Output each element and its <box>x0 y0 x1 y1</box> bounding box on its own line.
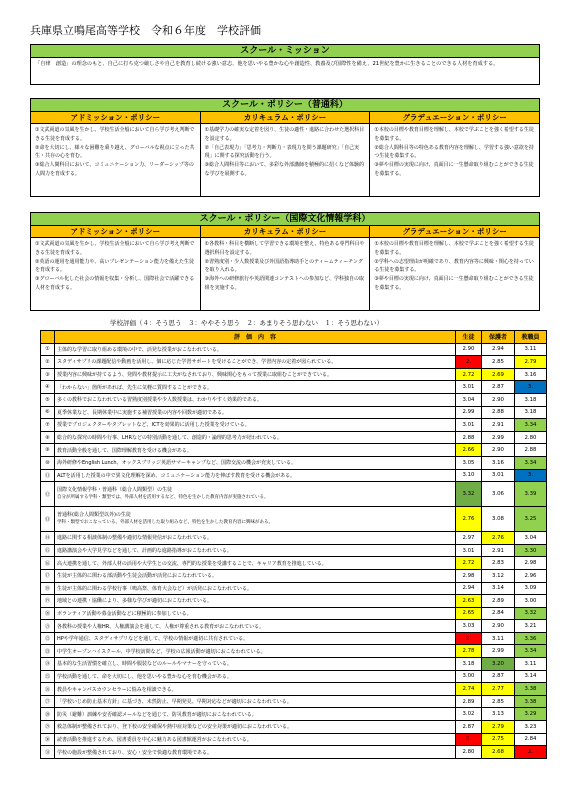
row-number: ① <box>41 343 55 356</box>
row-number: ㉓ <box>41 645 55 658</box>
policy-column <box>201 226 371 311</box>
parent-score: 2.94 <box>482 343 515 356</box>
teacher-score: 3.32 <box>515 607 547 620</box>
table-row <box>41 381 547 394</box>
table-row <box>41 721 547 734</box>
student-score: 3.10 <box>456 469 482 482</box>
policy-intl-box <box>30 212 540 311</box>
parent-score: 2.85 <box>482 356 515 369</box>
parent-score: 2.87 <box>482 670 515 683</box>
row-item-subtext: 自分が所属する学科・類型では、外部人材を活用するなど、特色を生かした教育内容が実施されている。 <box>57 495 269 501</box>
teacher-score: 2. <box>515 746 547 759</box>
row-item: 生徒が主体的に関わる部活動や生徒会活動が活発におこなわれている。 <box>55 569 456 582</box>
student-score: 2.72 <box>456 368 482 381</box>
row-number: ③ <box>41 368 55 381</box>
row-number: ⑰ <box>41 569 55 582</box>
row-item: 高大連携を通して、外部人材の活用や大学生との交流、専門的な授業を受講することで、キャリア教育を推進している。 <box>55 557 456 570</box>
student-score: 3.04 <box>456 393 482 406</box>
parent-score: 3.16 <box>482 456 515 469</box>
row-item: 主体的な学習に取り組める環境の中で、活発な授業がおこなわれている。 <box>55 343 456 356</box>
row-number: ⑮ <box>41 544 55 557</box>
student-score: 2.80 <box>456 746 482 759</box>
student-score: 3.18 <box>456 658 482 671</box>
row-number: ㉛ <box>41 746 55 759</box>
student-score: 2.97 <box>456 532 482 545</box>
policy-line: ③総合人間科目において、コミュニケーション力、リーダーシップ等の人間力を育成する。 <box>35 162 194 177</box>
row-number: ⑩ <box>41 456 55 469</box>
student-score: 2. <box>456 356 482 369</box>
table-row <box>41 708 547 721</box>
policy-column-heading: グラデュエーション・ポリシー <box>370 112 539 124</box>
policy-general-columns <box>31 112 539 197</box>
policy-line: ②学科への志望理由が明確であり、教育内容等に興味・関心を持っている生徒を募集する。 <box>374 258 534 274</box>
student-score: 2.87 <box>456 721 482 734</box>
policy-column <box>31 226 201 311</box>
teacher-score: 3.23 <box>515 721 547 734</box>
teacher-score: 3.38 <box>515 683 547 696</box>
mission-text: 「自律 創造」の理念のもと、自己に打ち克つ厳しさや自己を教育し続ける強い意志、他を思いやる豊かな心や創造性、教養及び国際性を備え、21世紀を豊かに生きることのできる人材を育成する。 <box>35 61 499 67</box>
teacher-score: 2.80 <box>515 431 547 444</box>
table-row <box>41 595 547 608</box>
row-number: ⑱ <box>41 582 55 595</box>
row-item: 救急体制が整備されており、登下校の安全確保や熱中症対策などの安全対策が適切におこなわれている。 <box>55 721 456 734</box>
row-number: ⑧ <box>41 431 55 444</box>
policy-line: ②「自己表現力」「思考力・判断力・表現力を問う課題研究」「自己実現」に関する探究活動を行う。 <box>204 144 360 160</box>
row-number: ⑭ <box>41 532 55 545</box>
parent-score: 2.69 <box>482 368 515 381</box>
policy-column <box>370 112 539 197</box>
row-number: ⑦ <box>41 419 55 432</box>
header-item: 評 価 内 容 <box>55 331 456 344</box>
policy-line: ②習熟度別・少人数授業及び外国語指導助手とのティームティーチングを取り入れる。 <box>204 258 363 274</box>
row-item: 多くの教科でおこなわれている習熟度別授業や少人数授業は、わかりやすく効果的である。 <box>55 393 456 406</box>
student-score: 2.89 <box>456 695 482 708</box>
teacher-score: 3.04 <box>515 532 547 545</box>
policy-intl-heading: スクール・ポリシー（国際文化情報学科） <box>31 213 539 226</box>
row-item: 地域との連携・協働により、多様な学びが適切におこなわれている。 <box>55 595 456 608</box>
table-row <box>41 406 547 419</box>
row-number: ⑬ <box>41 507 55 532</box>
parent-score: 2.75 <box>482 733 515 746</box>
teacher-score: 2.88 <box>515 444 547 457</box>
row-number: ㉖ <box>41 683 55 696</box>
teacher-score: 2.84 <box>515 733 547 746</box>
teacher-score: 3.34 <box>515 456 547 469</box>
row-item: 学校活動を通して、命を大切にし、他を思いやる豊かな心を育む機会がある。 <box>55 670 456 683</box>
policy-line: ③海外への研修旅行や英語関連コンテストへの参加など、学科独自の取組を実施する。 <box>204 276 364 291</box>
row-number: ㉑ <box>41 620 55 633</box>
table-row <box>41 569 547 582</box>
table-row <box>41 482 547 507</box>
table-row <box>41 431 547 444</box>
row-item: 「学校いじめ防止基本方針」に基づき、未然防止、早期発見、早期対応などが適切におこなわれている。 <box>55 695 456 708</box>
teacher-score: 3.30 <box>515 544 547 557</box>
row-number: ㉒ <box>41 632 55 645</box>
row-item: 総合的な探究の時間や行事、LHRなどの特別活動を通して、創造的・論理的思考力が培われている。 <box>55 431 456 444</box>
parent-score: 3.06 <box>482 482 515 507</box>
student-score: 2.63 <box>456 595 482 608</box>
teacher-score: 3.09 <box>515 582 547 595</box>
table-row <box>41 670 547 683</box>
policy-column <box>201 112 371 197</box>
row-number: ⑪ <box>41 469 55 482</box>
student-score: 2.90 <box>456 343 482 356</box>
student-score: 3.01 <box>456 381 482 394</box>
parent-score: 2.91 <box>482 544 515 557</box>
evaluation-table <box>40 330 547 759</box>
policy-line: ②命を大切にし、様々な困難を乗り越え、グローバルな視点に立った共生・共存の心を育む。 <box>35 144 195 160</box>
row-item-text: 国際文化情報学科・普通科（総合人間類型）の生徒 <box>57 487 173 494</box>
teacher-score: 3.38 <box>515 695 547 708</box>
table-row <box>41 683 547 696</box>
row-number: ⑤ <box>41 393 55 406</box>
parent-score: 2.87 <box>482 381 515 394</box>
parent-score: 2.90 <box>482 620 515 633</box>
table-row <box>41 507 547 532</box>
row-item: 各教科の授業や人権HR、人権講演会を通して、人権が尊重される教育がおこなわれている。 <box>55 620 456 633</box>
table-row <box>41 393 547 406</box>
student-score: 2.76 <box>456 507 482 532</box>
table-row <box>41 456 547 469</box>
teacher-score: 2.98 <box>515 557 547 570</box>
policy-column-heading: グラデュエーション・ポリシー <box>370 226 539 238</box>
policy-column-heading: アドミッション・ポリシー <box>31 226 200 238</box>
row-number: ⑥ <box>41 406 55 419</box>
policy-line: ①文武両道の気風を生かし、学校生活全般において自ら学び考え判断できる生徒を育成する。 <box>35 127 195 142</box>
student-score: 2.66 <box>456 444 482 457</box>
row-number: ⑲ <box>41 595 55 608</box>
parent-score: 2.84 <box>482 607 515 620</box>
student-score: 3.03 <box>456 620 482 633</box>
row-number: ㉚ <box>41 733 55 746</box>
teacher-score: 3.36 <box>515 632 547 645</box>
parent-score: 3.08 <box>482 507 515 532</box>
parent-score: 2.90 <box>482 444 515 457</box>
student-score: 3.00 <box>456 670 482 683</box>
row-item: 進路に関する相談体制の整備や適切な情報発信がおこなわれている。 <box>55 532 456 545</box>
parent-score: 2.79 <box>482 721 515 734</box>
policy-general-heading: スクール・ポリシー（普通科） <box>31 99 539 112</box>
policy-line: ①本校の目標や教育目標を理解し、本校で学ぶことを強く希望する生徒を募集する。 <box>374 241 534 256</box>
student-score: 2.65 <box>456 607 482 620</box>
parent-score: 2.85 <box>482 695 515 708</box>
row-item <box>55 507 456 532</box>
table-row <box>41 343 547 356</box>
row-item: 学校の施設が整備されており、安心・安全で快適な教育環境である。 <box>55 746 456 759</box>
row-number: ⑳ <box>41 607 55 620</box>
table-row <box>41 607 547 620</box>
teacher-score: 2.96 <box>515 569 547 582</box>
row-number: ㉔ <box>41 658 55 671</box>
row-number: ⑯ <box>41 557 55 570</box>
teacher-score: 3.25 <box>515 507 547 532</box>
header-number <box>41 331 55 344</box>
parent-score: 2.99 <box>482 645 515 658</box>
parent-score: 3.12 <box>482 569 515 582</box>
row-item: HPや学年通信、スタディサプリなどを通して、学校の情報が適切に共有されている。 <box>55 632 456 645</box>
row-item: 授業内容に興味が持てるよう、発問や教材提示に工夫がなされており、興味関心をもって授業に取組むことができている。 <box>55 368 456 381</box>
policy-line: ②英語の運用を通用能力や、高いプレゼンテーション能力を備えた生徒を育成する。 <box>35 258 194 274</box>
student-score: 2.88 <box>456 431 482 444</box>
teacher-score: 3.18 <box>515 406 547 419</box>
row-item: 防災（避難）訓練や安否確認メールなどを通じて、防災教育が適切におこなわれている。 <box>55 708 456 721</box>
parent-score: 2.88 <box>482 406 515 419</box>
table-header-row <box>41 331 547 344</box>
parent-score: 2.68 <box>482 746 515 759</box>
page-title: 兵庫県立鳴尾高等学校 令和６年度 学校評価 <box>30 24 261 37</box>
teacher-score: 3.18 <box>515 393 547 406</box>
student-score: 2.78 <box>456 645 482 658</box>
student-score: 2.72 <box>456 557 482 570</box>
student-score: 3.01 <box>456 419 482 432</box>
evaluation-caption: 学校評価（４：そう思う ３：ややそう思う ２：あまりそう思わない １：そう思わない） <box>110 319 383 327</box>
student-score: 2. <box>456 733 482 746</box>
teacher-score: 3.21 <box>515 620 547 633</box>
row-item: 進路講演会や大学見学などを通して、計画的な進路指導がおこなわれている。 <box>55 544 456 557</box>
row-number: ② <box>41 356 55 369</box>
policy-general-box <box>30 98 540 197</box>
row-number: ㉕ <box>41 670 55 683</box>
parent-score: 2.91 <box>482 419 515 432</box>
policy-column-heading: アドミッション・ポリシー <box>31 112 200 124</box>
policy-column <box>370 226 539 311</box>
parent-score: 2.90 <box>482 393 515 406</box>
table-row <box>41 645 547 658</box>
policy-line: ③夢や目標の実現に向け、真面目に一生懸命取り組むことができる生徒を募集する。 <box>374 162 534 177</box>
student-score: 3.01 <box>456 544 482 557</box>
row-item: 授業でプロジェクターやタブレットなど、ICTを効果的に活用した授業を受けている。 <box>55 419 456 432</box>
student-score: 3.32 <box>456 482 482 507</box>
table-row <box>41 469 547 482</box>
policy-line: ①本校の目標や教育目標を理解し、本校で学ぶことを強く希望する生徒を募集する。 <box>374 127 534 142</box>
policy-line: ③グローバル化した社会の情報を収集・分析し、国際社会で活躍できる人材を育成する。 <box>35 276 195 291</box>
row-item: 中学生オープンハイスクール、中学校訪問など、学校の広報活動が適切におこなわれている。 <box>55 645 456 658</box>
row-number: ④ <box>41 381 55 394</box>
row-number: ㉘ <box>41 708 55 721</box>
table-row <box>41 544 547 557</box>
row-item: 教員やキャンパスカウンセラーに悩みを相談できる。 <box>55 683 456 696</box>
parent-score: 2.77 <box>482 683 515 696</box>
row-number: ⑫ <box>41 482 55 507</box>
row-number: ㉙ <box>41 721 55 734</box>
parent-score: 3.13 <box>482 708 515 721</box>
teacher-score: 3.34 <box>515 645 547 658</box>
teacher-score: 3. <box>515 381 547 394</box>
table-row <box>41 658 547 671</box>
table-row <box>41 582 547 595</box>
row-item: ボランティア活動や募金活動などに積極的に参加している。 <box>55 607 456 620</box>
header-student: 生徒 <box>456 331 482 344</box>
table-row <box>41 444 547 457</box>
teacher-score: 3.39 <box>515 482 547 507</box>
row-item <box>55 482 456 507</box>
teacher-score: 3.11 <box>515 658 547 671</box>
policy-line: ③総合人間科目等において、多彩な外部講師を積極的に招くなど体験的な学びを展開する。 <box>204 162 365 177</box>
policy-column <box>31 112 201 197</box>
row-item: スタディサプリの課題配信や動画を活用し、個に応じた学習サポートを受けることができ、学習内容の定着が図られている。 <box>55 356 456 369</box>
table-row <box>41 368 547 381</box>
evaluation-table-body <box>41 343 547 758</box>
header-parent: 保護者 <box>482 331 515 344</box>
row-item: 基本的な生活習慣を確立し、時間や服装などのルールやマナーを守っている。 <box>55 658 456 671</box>
mission-heading: スクール・ミッション <box>31 45 539 58</box>
table-row <box>41 557 547 570</box>
parent-score: 3.20 <box>482 658 515 671</box>
teacher-score: 3.00 <box>515 595 547 608</box>
student-score: 2. <box>456 632 482 645</box>
teacher-score: 2.79 <box>515 356 547 369</box>
policy-intl-columns <box>31 226 539 311</box>
parent-score: 2.76 <box>482 532 515 545</box>
policy-column-heading: カリキュラム・ポリシー <box>201 226 370 238</box>
row-item: 「わからない」箇所があれば、先生に気軽に質問することができる。 <box>55 381 456 394</box>
table-row <box>41 532 547 545</box>
parent-score: 2.89 <box>482 595 515 608</box>
row-item: 教育活動全般を通して、国際理解教育を受ける機会がある。 <box>55 444 456 457</box>
parent-score: 3.11 <box>482 632 515 645</box>
row-item: ALTを活用した授業の中で異文化理解を深め、コミュニケーション能力を伸ばす教育を受ける機会がある。 <box>55 469 456 482</box>
policy-line: ③夢や目標の実現に向け、真面目に一生懸命取り組むことができる生徒を募集する。 <box>374 276 534 291</box>
row-number: ⑨ <box>41 444 55 457</box>
table-row <box>41 620 547 633</box>
policy-line: ②総合人間科目等の特色ある教育内容を理解し、学習する強い意欲を持つ生徒を募集する。 <box>374 144 534 160</box>
row-item-text: 普通科(総合人間類型以外)の生徒 <box>57 512 131 519</box>
student-score: 2.99 <box>456 406 482 419</box>
row-item: 読書活動を推進するため、図書委員を中心に魅力ある図書館運営がおこなわれている。 <box>55 733 456 746</box>
row-item: 生徒が主体的に関わる学校行事（鳴高祭、体育大会など）が活発におこなわれている。 <box>55 582 456 595</box>
student-score: 2.94 <box>456 582 482 595</box>
teacher-score: 3. <box>515 469 547 482</box>
row-item: 夏季休業など、長期休業中に実施する補習授業の内容や回数が適切である。 <box>55 406 456 419</box>
student-score: 3.02 <box>456 708 482 721</box>
table-row <box>41 419 547 432</box>
student-score: 2.98 <box>456 569 482 582</box>
policy-line: ①文武両道の気風を生かし、学校生活全般において自ら学び考え判断できる生徒を育成する。 <box>35 241 195 256</box>
policy-column-heading: カリキュラム・ポリシー <box>201 112 370 124</box>
teacher-score: 3.16 <box>515 368 547 381</box>
table-row <box>41 695 547 708</box>
parent-score: 2.83 <box>482 557 515 570</box>
parent-score: 3.01 <box>482 469 515 482</box>
policy-line: ①基礎学力の確実な定着を図り、生徒の適性・進路に合わせた選択科目を設定する。 <box>204 127 365 142</box>
teacher-score: 3.14 <box>515 670 547 683</box>
row-number: ㉗ <box>41 695 55 708</box>
table-row <box>41 733 547 746</box>
policy-line: ①各教科・科目を横断して学習できる環境を整え、特色ある専門科目や選択科目を設定する。 <box>204 241 365 256</box>
row-item-subtext: 学科・類型でおこなっている、外部人材を活用した取り組みなど、特色を生かした教育内容に興味がある。 <box>57 520 273 526</box>
teacher-score: 3.29 <box>515 708 547 721</box>
student-score: 3.05 <box>456 456 482 469</box>
mission-box <box>30 44 540 85</box>
table-row <box>41 632 547 645</box>
teacher-score: 3.11 <box>515 343 547 356</box>
table-row <box>41 746 547 759</box>
student-score: 2.74 <box>456 683 482 696</box>
parent-score: 2.99 <box>482 431 515 444</box>
table-row <box>41 356 547 369</box>
teacher-score: 3.34 <box>515 419 547 432</box>
header-teacher: 教職員 <box>515 331 547 344</box>
row-item: 海外研修やEnglish Lunch、オックスブリッジ英語サマーキャンプなど、国際交流の機会が充実している。 <box>55 456 456 469</box>
parent-score: 3.14 <box>482 582 515 595</box>
